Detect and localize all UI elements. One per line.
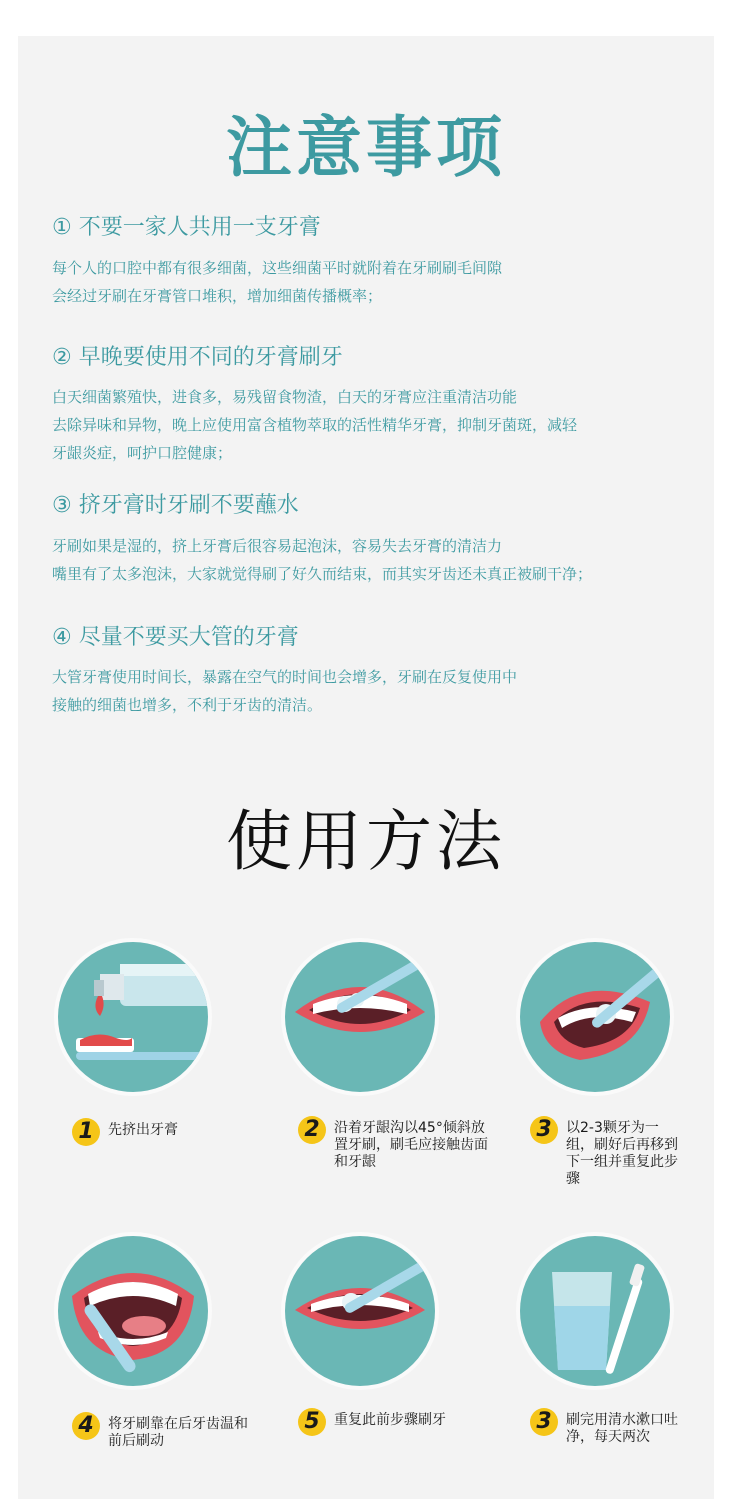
note-2-line-1: 白天细菌繁殖快，进食多，易残留食物渣，白天的牙膏应注重清洁功能 xyxy=(52,388,518,406)
step-6 xyxy=(530,1409,690,1446)
note-3-heading: ③ 挤牙膏时牙刷不要蘸水 xyxy=(52,493,299,518)
note-3-body xyxy=(52,532,592,588)
note-2-heading: ② 早晚要使用不同的牙膏刷牙 xyxy=(52,345,343,370)
step-5-badge: 5 xyxy=(298,1408,326,1436)
note-2-line-2: 去除异味和异物，晚上应使用富含植物萃取的活性精华牙膏，抑制牙菌斑，减轻 xyxy=(52,416,578,434)
step-2-badge: 2 xyxy=(298,1116,326,1144)
step-3-text: 以2-3颗牙为一组，刷好后再移到下一组并重复此步骤 xyxy=(566,1120,678,1187)
step-5-illustration xyxy=(281,1232,439,1390)
step-3-badge: 3 xyxy=(530,1116,558,1144)
repeat-brushing-icon xyxy=(285,1236,435,1386)
step-6-text: 刷完用清水漱口吐净，每天两次 xyxy=(566,1412,678,1445)
step-5-text: 重复此前步骤刷牙 xyxy=(334,1412,446,1428)
note-2-body xyxy=(52,383,577,467)
note-4-heading: ④ 尽量不要买大管的牙膏 xyxy=(52,625,299,650)
toothpaste-tube-icon xyxy=(58,942,208,1092)
step-2 xyxy=(298,1117,488,1171)
step-6-badge: 3 xyxy=(530,1408,558,1436)
step-4-illustration xyxy=(54,1232,212,1390)
note-3-line-2: 嘴里有了太多泡沫，大家就觉得刷了好久而结束，而其实牙齿还未真正被刷干净； xyxy=(52,565,593,583)
note-4-line-2: 接触的细菌也增多，不利于牙齿的清洁。 xyxy=(52,696,323,714)
notes-title: 注意事项 xyxy=(226,109,506,186)
note-1-line-1: 每个人的口腔中都有很多细菌，这些细菌平时就附着在牙刷刷毛间隙 xyxy=(52,259,503,277)
step-1-text: 先挤出牙膏 xyxy=(108,1122,178,1138)
step-1-illustration xyxy=(54,938,212,1096)
note-1-line-2: 会经过牙刷在牙膏管口堆积，增加细菌传播概率； xyxy=(52,287,383,305)
brushing-teeth-group-icon xyxy=(520,942,670,1092)
water-glass-toothbrush-icon xyxy=(520,1236,670,1386)
step-1-badge: 1 xyxy=(72,1118,100,1146)
step-6-illustration xyxy=(516,1232,674,1390)
note-1-heading: ① 不要一家人共用一支牙膏 xyxy=(52,215,321,240)
step-3 xyxy=(530,1117,680,1188)
step-4 xyxy=(72,1413,252,1450)
step-2-illustration xyxy=(281,938,439,1096)
step-3-illustration xyxy=(516,938,674,1096)
step-4-badge: 4 xyxy=(72,1412,100,1440)
brushing-back-teeth-icon xyxy=(58,1236,208,1386)
step-5 xyxy=(298,1409,488,1436)
note-4-line-1: 大管牙膏使用时间长，暴露在空气的时间也会增多，牙刷在反复使用中 xyxy=(52,668,518,686)
note-1-body xyxy=(52,254,502,310)
note-4-body xyxy=(52,663,517,719)
note-3-line-1: 牙刷如果是湿的，挤上牙膏后很容易起泡沫，容易失去牙膏的清洁力 xyxy=(52,537,503,555)
step-1 xyxy=(72,1119,232,1146)
note-2-line-3: 牙龈炎症，呵护口腔健康； xyxy=(52,444,233,462)
usage-title: 使用方法 xyxy=(226,803,506,880)
step-4-text: 将牙刷靠在后牙齿温和前后刷动 xyxy=(108,1416,248,1449)
brushing-gumline-icon xyxy=(285,942,435,1092)
step-2-text: 沿着牙龈沟以45°倾斜放置牙刷，刷毛应接触齿面和牙龈 xyxy=(334,1120,488,1170)
